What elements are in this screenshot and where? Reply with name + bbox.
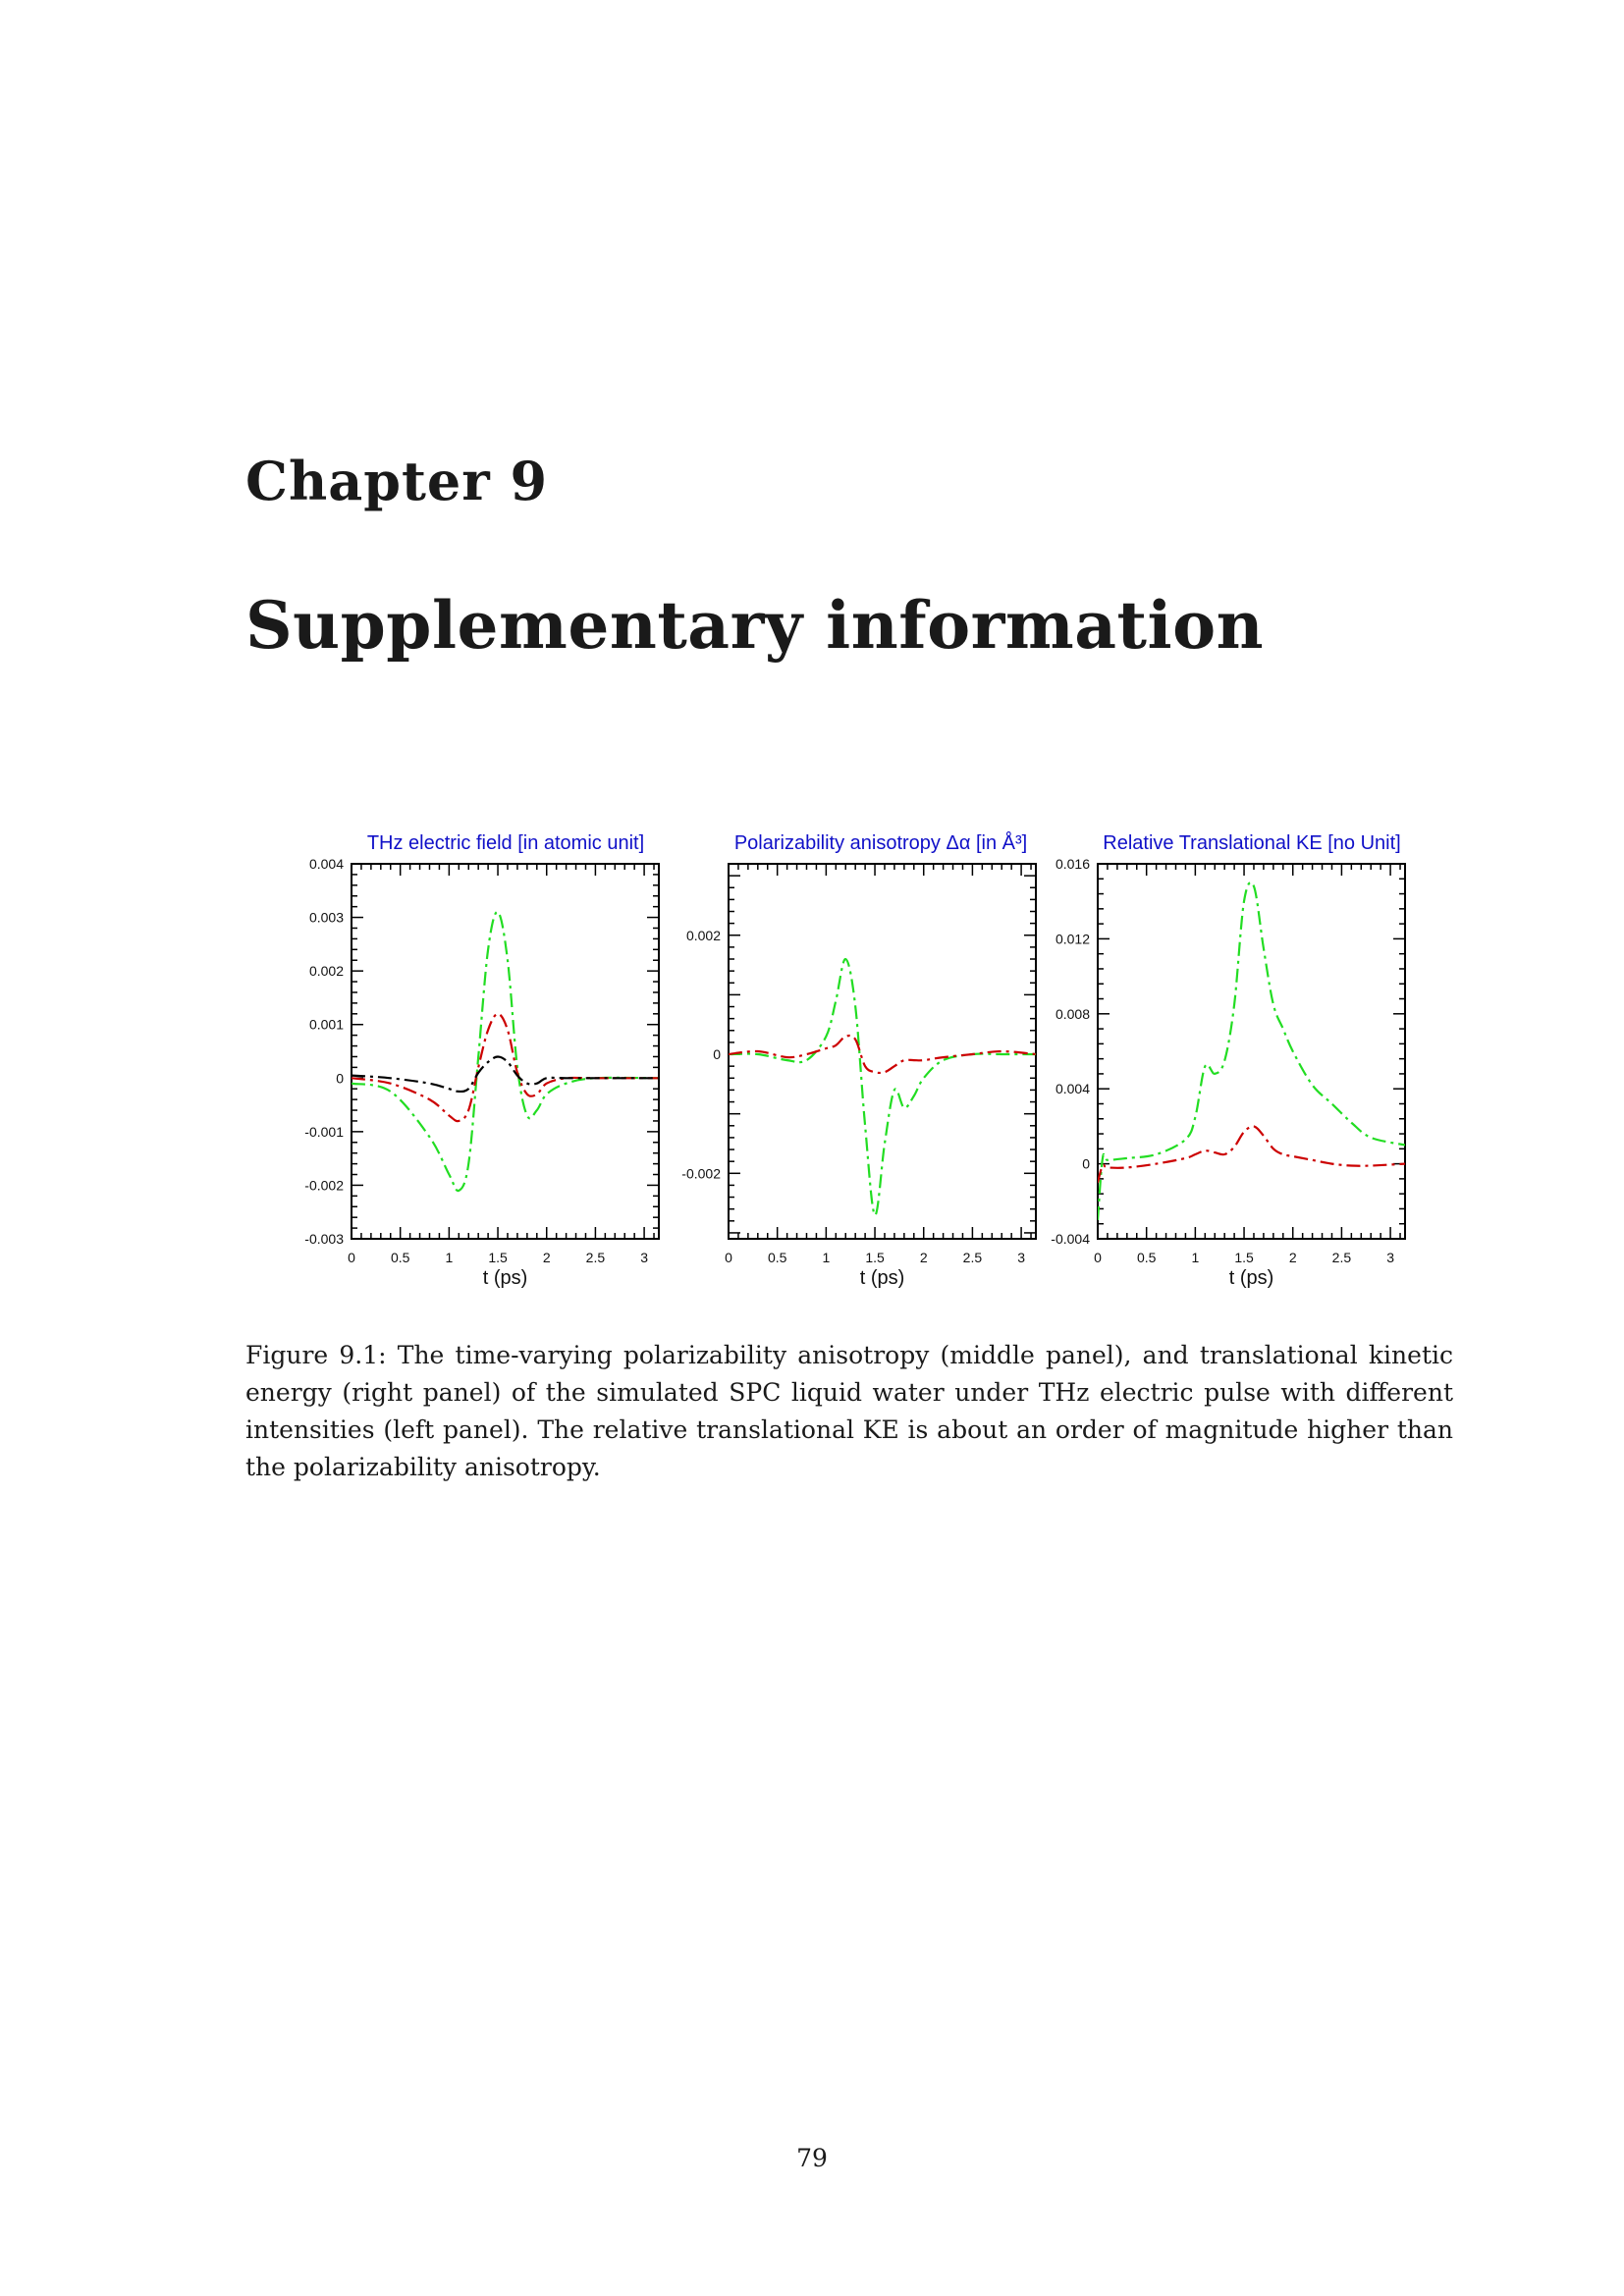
x-tick-label: 2 <box>1288 1250 1297 1265</box>
x-tick-label: 2.5 <box>962 1250 983 1265</box>
y-tick-label: 0.002 <box>685 927 721 943</box>
x-tick-label: 1.5 <box>488 1250 508 1265</box>
y-tick-label: -0.001 <box>304 1123 344 1140</box>
x-axis-label: t (ps) <box>859 1267 905 1289</box>
x-tick-label: 0 <box>1094 1250 1102 1265</box>
x-tick-label: 3 <box>1017 1250 1025 1265</box>
panel-2 <box>681 831 1036 1289</box>
x-tick-label: 0 <box>348 1250 355 1265</box>
series-line-1 <box>729 959 1036 1215</box>
x-tick-label: 1.5 <box>865 1250 885 1265</box>
y-tick-label: 0.012 <box>1055 931 1090 947</box>
panel-title: Relative Translational KE [no Unit] <box>1103 832 1401 854</box>
x-tick-label: 0.5 <box>390 1250 410 1265</box>
y-tick-label: -0.002 <box>681 1165 721 1182</box>
figure-panels <box>285 820 1424 1291</box>
figure-9-1 <box>285 820 1424 1291</box>
x-axis-label: t (ps) <box>1228 1267 1274 1289</box>
figure-caption: Figure 9.1: The time-varying polarizability anisotropy (middle panel), and translational kinetic energy (right panel) of the simulated SPC liquid water under THz electric pulse with different intensities (left panel). The relative translational KE is about an order of magnitude higher than the polarizability anisotropy. <box>245 1341 1453 1481</box>
y-tick-label: 0.004 <box>308 856 344 872</box>
x-tick-label: 0 <box>725 1250 732 1265</box>
series-line-1 <box>352 912 659 1191</box>
x-tick-label: 2 <box>542 1250 551 1265</box>
x-tick-label: 3 <box>1386 1250 1394 1265</box>
y-tick-label: 0 <box>1082 1155 1090 1172</box>
x-tick-label: 0.5 <box>767 1250 787 1265</box>
y-tick-label: 0.016 <box>1055 856 1090 872</box>
plot-frame <box>352 864 659 1239</box>
series-line-2 <box>352 1014 659 1121</box>
x-tick-label: 2.5 <box>585 1250 606 1265</box>
x-tick-label: 1 <box>822 1250 831 1265</box>
chapter-number: Chapter 9 <box>245 450 549 512</box>
panel-3 <box>1051 832 1405 1289</box>
y-tick-label: -0.003 <box>304 1231 344 1247</box>
y-tick-label: 0.004 <box>1055 1081 1090 1097</box>
x-tick-label: 0.5 <box>1136 1250 1157 1265</box>
y-tick-label: 0.002 <box>308 963 344 980</box>
series-line-2 <box>1098 1126 1405 1182</box>
y-tick-label: 0 <box>713 1046 721 1063</box>
x-tick-label: 2.5 <box>1331 1250 1352 1265</box>
y-tick-label: -0.002 <box>304 1177 344 1194</box>
x-tick-label: 1.5 <box>1234 1250 1254 1265</box>
y-tick-label: -0.004 <box>1051 1231 1090 1247</box>
page-number: 79 <box>796 2144 828 2172</box>
y-tick-label: 0.008 <box>1055 1005 1090 1022</box>
x-tick-label: 3 <box>640 1250 648 1265</box>
panel-title: Polarizability anisotropy Δα [in Å³] <box>733 832 1028 854</box>
x-axis-label: t (ps) <box>482 1267 528 1289</box>
panel-1 <box>304 832 659 1289</box>
plot-frame <box>1098 864 1405 1239</box>
series-line-1 <box>1098 882 1405 1220</box>
chapter-title: Supplementary information <box>245 587 1265 664</box>
y-tick-label: 0 <box>336 1070 344 1087</box>
y-tick-label: 0.003 <box>308 909 344 926</box>
x-tick-label: 2 <box>919 1250 928 1265</box>
y-tick-label: 0.001 <box>308 1016 344 1033</box>
x-tick-label: 1 <box>1191 1250 1200 1265</box>
panel-title: THz electric field [in atomic unit] <box>366 832 645 854</box>
x-tick-label: 1 <box>445 1250 454 1265</box>
